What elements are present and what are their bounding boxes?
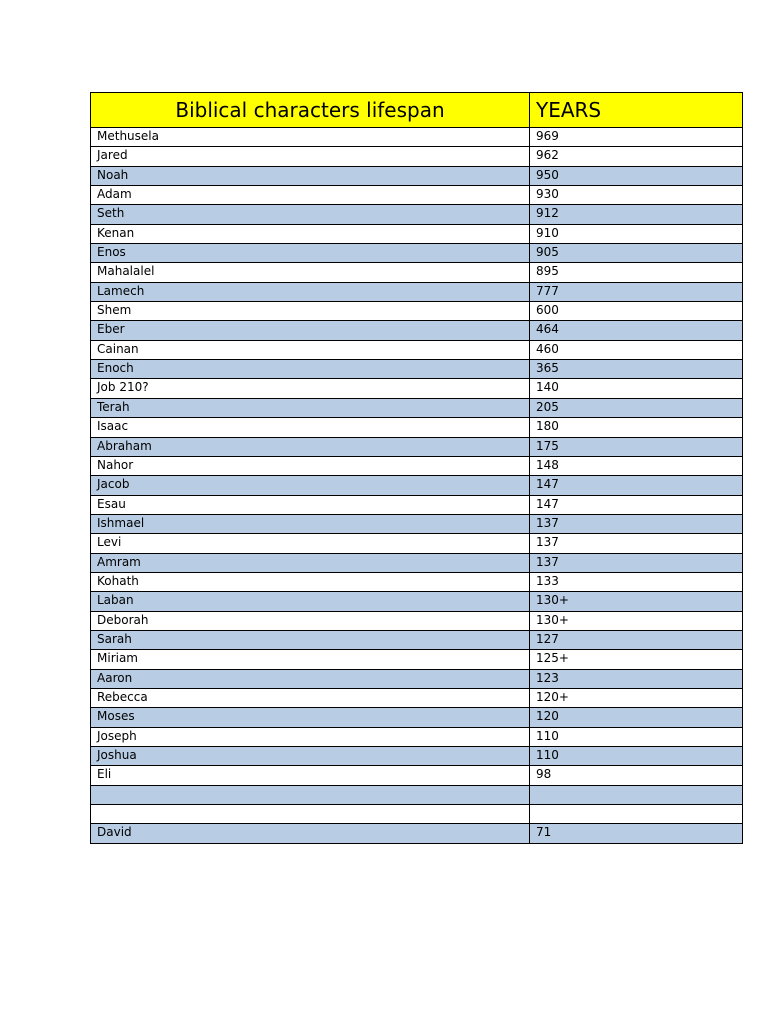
character-name-cell: Amram xyxy=(91,553,530,572)
years-cell: 125+ xyxy=(530,650,743,669)
years-cell: 912 xyxy=(530,205,743,224)
table-row xyxy=(91,321,743,340)
character-name-cell: Miriam xyxy=(91,650,530,669)
years-cell: 969 xyxy=(530,128,743,147)
character-name-cell: Nahor xyxy=(91,456,530,475)
character-name-cell: Jared xyxy=(91,147,530,166)
table-row xyxy=(91,630,743,649)
table-row xyxy=(91,534,743,553)
character-name-cell: Esau xyxy=(91,495,530,514)
character-name-cell: Rebecca xyxy=(91,688,530,707)
table-row xyxy=(91,456,743,475)
years-cell: 777 xyxy=(530,282,743,301)
table-row xyxy=(91,688,743,707)
character-name-cell: Methusela xyxy=(91,128,530,147)
table-row xyxy=(91,205,743,224)
years-cell: 148 xyxy=(530,456,743,475)
table-row xyxy=(91,224,743,243)
table-row xyxy=(91,340,743,359)
character-name-cell: Kohath xyxy=(91,572,530,591)
years-cell: 123 xyxy=(530,669,743,688)
character-name-cell: David xyxy=(91,824,530,843)
character-name-cell: Enos xyxy=(91,244,530,263)
years-cell: 71 xyxy=(530,824,743,843)
years-cell: 460 xyxy=(530,340,743,359)
character-name-cell: Joshua xyxy=(91,747,530,766)
character-name-cell: Job 210? xyxy=(91,379,530,398)
years-cell: 464 xyxy=(530,321,743,340)
character-name-cell: Sarah xyxy=(91,630,530,649)
table-row xyxy=(91,824,743,843)
years-column-header: YEARS xyxy=(530,93,743,128)
character-name-cell: Joseph xyxy=(91,727,530,746)
table-row xyxy=(91,302,743,321)
table-row xyxy=(91,572,743,591)
table-row xyxy=(91,766,743,785)
table-row xyxy=(91,495,743,514)
character-name-cell: Jacob xyxy=(91,476,530,495)
character-name-cell: Abraham xyxy=(91,437,530,456)
table-row xyxy=(91,398,743,417)
years-cell: 365 xyxy=(530,360,743,379)
years-cell: 205 xyxy=(530,398,743,417)
character-name-cell: Cainan xyxy=(91,340,530,359)
character-name-cell: Noah xyxy=(91,166,530,185)
years-cell: 120 xyxy=(530,708,743,727)
years-cell: 962 xyxy=(530,147,743,166)
table-row xyxy=(91,186,743,205)
character-name-cell: Terah xyxy=(91,398,530,417)
table-row xyxy=(91,282,743,301)
character-name-cell: Kenan xyxy=(91,224,530,243)
table-row xyxy=(91,418,743,437)
character-name-cell: Mahalalel xyxy=(91,263,530,282)
years-cell: 120+ xyxy=(530,688,743,707)
character-name-cell: Deborah xyxy=(91,611,530,630)
years-cell: 147 xyxy=(530,476,743,495)
table-body xyxy=(91,128,743,844)
character-name-cell: Eli xyxy=(91,766,530,785)
years-cell: 600 xyxy=(530,302,743,321)
character-name-cell: Enoch xyxy=(91,360,530,379)
header-row xyxy=(91,93,743,128)
years-cell xyxy=(530,805,743,824)
years-cell: 905 xyxy=(530,244,743,263)
years-cell: 127 xyxy=(530,630,743,649)
character-name-cell: Ishmael xyxy=(91,514,530,533)
years-cell: 130+ xyxy=(530,611,743,630)
years-cell: 137 xyxy=(530,514,743,533)
table-row xyxy=(91,476,743,495)
character-name-cell: Eber xyxy=(91,321,530,340)
lifespan-table xyxy=(90,92,743,844)
years-cell: 950 xyxy=(530,166,743,185)
table-row xyxy=(91,553,743,572)
table-row xyxy=(91,747,743,766)
character-name-cell: Isaac xyxy=(91,418,530,437)
years-cell: 930 xyxy=(530,186,743,205)
years-cell: 110 xyxy=(530,747,743,766)
character-name-cell: Shem xyxy=(91,302,530,321)
table-row xyxy=(91,708,743,727)
character-name-cell: Seth xyxy=(91,205,530,224)
years-cell: 98 xyxy=(530,766,743,785)
years-cell xyxy=(530,785,743,804)
table-row xyxy=(91,360,743,379)
table-row xyxy=(91,650,743,669)
table-row xyxy=(91,379,743,398)
table-row xyxy=(91,514,743,533)
years-cell: 137 xyxy=(530,534,743,553)
table-row xyxy=(91,128,743,147)
character-name-cell: Levi xyxy=(91,534,530,553)
table-row xyxy=(91,727,743,746)
years-cell: 137 xyxy=(530,553,743,572)
table-row xyxy=(91,263,743,282)
years-cell: 910 xyxy=(530,224,743,243)
character-name-cell: Laban xyxy=(91,592,530,611)
table-row xyxy=(91,785,743,804)
years-cell: 140 xyxy=(530,379,743,398)
name-column-header: Biblical characters lifespan xyxy=(91,93,530,128)
table-row xyxy=(91,147,743,166)
table-row xyxy=(91,437,743,456)
character-name-cell: Aaron xyxy=(91,669,530,688)
years-cell: 180 xyxy=(530,418,743,437)
table-row xyxy=(91,592,743,611)
character-name-cell xyxy=(91,785,530,804)
character-name-cell: Lamech xyxy=(91,282,530,301)
years-cell: 895 xyxy=(530,263,743,282)
table-row xyxy=(91,669,743,688)
years-cell: 175 xyxy=(530,437,743,456)
table-row xyxy=(91,805,743,824)
table-row xyxy=(91,166,743,185)
years-cell: 130+ xyxy=(530,592,743,611)
years-cell: 110 xyxy=(530,727,743,746)
table-row xyxy=(91,611,743,630)
years-cell: 147 xyxy=(530,495,743,514)
character-name-cell xyxy=(91,805,530,824)
table-row xyxy=(91,244,743,263)
character-name-cell: Adam xyxy=(91,186,530,205)
years-cell: 133 xyxy=(530,572,743,591)
character-name-cell: Moses xyxy=(91,708,530,727)
